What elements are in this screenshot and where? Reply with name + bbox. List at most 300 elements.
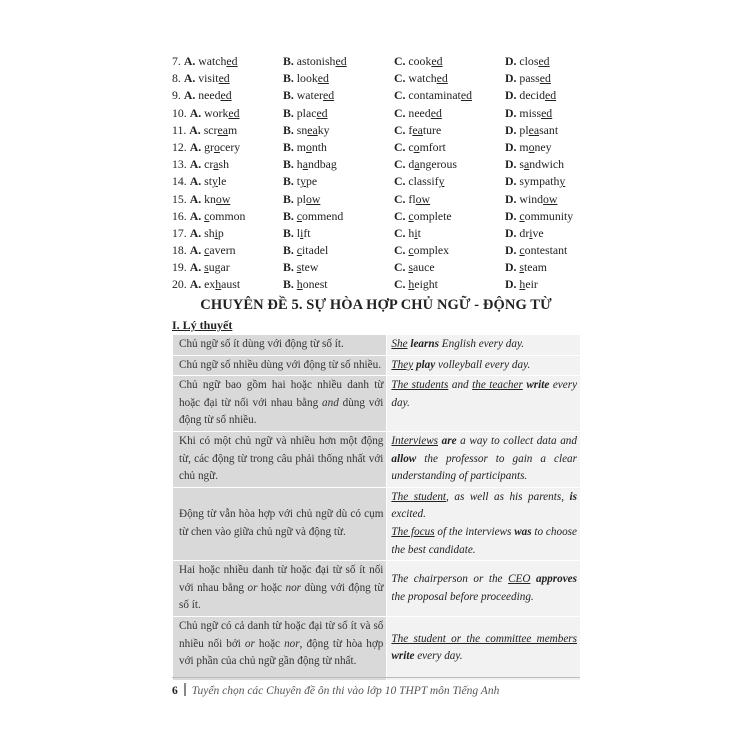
option-word-end: m	[227, 122, 238, 137]
text-run: are	[441, 434, 457, 447]
answer-option	[505, 259, 612, 276]
option-word-underlined: ow	[415, 191, 431, 206]
question-list	[172, 53, 612, 294]
option-word-start: s	[519, 157, 525, 172]
theory-row	[173, 355, 581, 376]
option-word-underlined: y	[300, 174, 306, 189]
option-letter: B.	[283, 191, 294, 206]
option-word-end: mfort	[419, 139, 446, 154]
example-cell	[387, 335, 581, 356]
question-number: 9.	[172, 88, 181, 103]
theory-row	[173, 487, 581, 560]
answer-option	[172, 53, 283, 70]
question-number: 20.	[172, 277, 187, 292]
answer-option	[283, 225, 394, 242]
option-word-start: d	[408, 157, 415, 172]
question-row	[172, 225, 612, 242]
option-word-underlined: ow	[215, 191, 231, 206]
option-word-end: team	[524, 260, 547, 275]
question-row	[172, 173, 612, 190]
option-word-underlined: ed	[317, 71, 329, 86]
footer-text: Tuyển chọn các Chuyên đề ôn thi vào lớp 10 THPT môn Tiếng Anh	[191, 685, 500, 697]
option-letter: D.	[505, 157, 517, 172]
answer-option	[394, 225, 505, 242]
option-letter: A.	[189, 277, 202, 292]
option-word-end: itadel	[302, 243, 329, 258]
option-letter: D.	[505, 191, 517, 206]
option-word-underlined: c	[296, 243, 303, 258]
option-word-start: need	[408, 105, 431, 120]
footer-divider	[172, 677, 580, 678]
text-run: nor	[284, 637, 300, 650]
text-run: The chairperson or the	[391, 572, 509, 585]
option-word-start: dr	[519, 225, 530, 240]
option-word-start: pass	[519, 71, 540, 86]
answer-option	[505, 156, 612, 173]
answer-option	[172, 208, 283, 225]
answer-option	[394, 87, 505, 104]
text-run: English every day.	[438, 338, 525, 350]
option-letter: B.	[283, 174, 294, 189]
option-word-start: sh	[204, 225, 215, 240]
option-letter: A.	[189, 139, 202, 154]
option-word-start: h	[408, 225, 415, 240]
text-run: to choose the best candidate.	[391, 525, 577, 556]
option-word-underlined: y	[559, 174, 566, 189]
text-run: learns	[410, 338, 439, 350]
option-letter: A.	[189, 191, 202, 206]
option-letter: C.	[394, 157, 406, 172]
option-word-underlined: y	[438, 174, 445, 189]
option-letter: B.	[283, 105, 294, 120]
answer-option	[505, 122, 612, 139]
option-word-underlined: s	[296, 260, 302, 275]
section-subtitle: I. Lý thuyết	[172, 318, 233, 332]
option-word-start: clos	[519, 54, 539, 68]
option-word-end: ture	[422, 122, 442, 137]
option-word-underlined: h	[296, 277, 303, 292]
option-word-start: need	[198, 88, 221, 103]
option-letter: D.	[505, 260, 517, 275]
answer-option	[394, 156, 505, 173]
option-word-start: decid	[519, 88, 545, 103]
answer-option	[172, 191, 283, 208]
option-word-underlined: ea	[217, 122, 228, 137]
text-run: The student or the committee members	[391, 632, 577, 645]
option-letter: C.	[394, 105, 406, 120]
option-word-underlined: ed	[430, 105, 442, 120]
answer-option	[283, 242, 394, 259]
option-letter: A.	[189, 105, 202, 120]
option-word-start: work	[204, 105, 229, 120]
answer-option	[505, 208, 612, 225]
option-word-underlined: ed	[539, 71, 551, 86]
answer-option	[394, 173, 505, 190]
option-word-start: gr	[204, 139, 214, 154]
section-title: CHUYÊN ĐỀ 5. SỰ HÒA HỢP CHỦ NGỮ - ĐỘNG TỪ	[200, 297, 552, 313]
text-run: Động từ vẫn hòa hợp với chủ ngữ dù có cụm từ chen vào giữa chủ ngữ và động từ.	[179, 508, 384, 538]
text-run: or	[247, 581, 258, 594]
answer-option	[283, 156, 394, 173]
option-word-underlined: c	[204, 243, 210, 258]
option-word-start: sn	[296, 122, 308, 137]
question-number: 7.	[172, 54, 181, 68]
option-word-start: scr	[203, 122, 218, 137]
option-letter: B.	[283, 225, 294, 240]
text-run: write	[391, 650, 415, 663]
option-word-start: plac	[296, 105, 317, 120]
text-run: hoặc	[257, 581, 286, 594]
option-word-end: ommend	[302, 208, 344, 223]
option-letter: C.	[394, 277, 406, 292]
answer-option	[505, 276, 612, 293]
text-run: Interviews	[391, 434, 439, 447]
option-word-end: ft	[303, 225, 311, 240]
page-number: 6	[172, 685, 178, 697]
example-cell	[387, 376, 581, 432]
option-word-end: ve	[532, 225, 544, 240]
option-word-start: classif	[408, 174, 439, 189]
option-letter: C.	[394, 88, 406, 103]
question-number: 19.	[172, 260, 187, 275]
option-letter: D.	[505, 105, 517, 120]
option-word-start: cook	[408, 54, 432, 68]
theory-table	[172, 334, 581, 681]
answer-option	[394, 276, 505, 293]
option-word-start: miss	[519, 105, 542, 120]
option-word-start: contaminat	[408, 88, 461, 103]
option-word-underlined: h	[215, 277, 222, 292]
answer-option	[172, 225, 283, 242]
option-word-end: omplex	[413, 243, 450, 258]
text-run: a way to collect data and	[456, 434, 577, 447]
option-letter: D.	[505, 243, 517, 258]
option-letter: A.	[183, 54, 196, 68]
example-cell	[387, 487, 581, 560]
text-run: the proposal before proceeding.	[391, 590, 534, 603]
option-word-underlined: ed	[431, 54, 443, 68]
option-letter: D.	[505, 71, 517, 86]
option-letter: C.	[394, 260, 406, 275]
text-run: is	[569, 490, 577, 503]
answer-option	[283, 105, 394, 122]
option-word-underlined: ea	[412, 122, 423, 137]
answer-option	[172, 139, 283, 156]
option-word-underlined: s	[204, 260, 209, 275]
option-word-underlined: ow	[305, 191, 321, 206]
question-number: 14.	[172, 174, 187, 189]
option-word-underlined: a	[524, 157, 530, 172]
text-run: and	[322, 396, 339, 409]
option-word-underlined: ed	[436, 71, 448, 86]
option-word-underlined: i	[414, 225, 418, 240]
option-word-underlined: y	[212, 174, 218, 189]
option-word-start: visit	[198, 71, 219, 86]
answer-option	[505, 70, 612, 87]
example-cell	[387, 616, 581, 680]
example-sentence	[391, 631, 577, 666]
answer-option	[394, 191, 505, 208]
question-row	[172, 156, 612, 173]
option-letter: C.	[394, 54, 406, 68]
text-run: dùng với động từ số nhiều.	[179, 396, 384, 427]
page-footer	[172, 683, 499, 697]
option-letter: C.	[394, 139, 406, 154]
option-word-start: cr	[204, 157, 214, 172]
text-run: Chủ ngữ số ít dùng với động từ số ít.	[179, 338, 344, 350]
text-run: CEO	[508, 572, 531, 585]
answer-option	[172, 259, 283, 276]
option-word-underlined: ed	[541, 105, 553, 120]
text-run: write	[526, 379, 550, 392]
question-row	[172, 105, 612, 122]
answer-option	[172, 87, 283, 104]
option-word-underlined: ed	[218, 71, 230, 86]
option-word-underlined: ea	[528, 122, 540, 137]
text-run: She	[391, 338, 408, 350]
option-letter: C.	[394, 225, 406, 240]
answer-option	[172, 122, 283, 139]
rule-cell	[173, 561, 387, 617]
option-word-end: ndwich	[529, 157, 564, 172]
option-letter: A.	[189, 122, 201, 137]
footer-separator	[184, 683, 186, 696]
answer-option	[283, 276, 394, 293]
option-word-start: water	[296, 88, 323, 103]
option-word-underlined: ed	[460, 88, 472, 103]
question-number: 15.	[172, 191, 187, 206]
option-word-underlined: ed	[544, 88, 557, 103]
question-number: 18.	[172, 243, 187, 258]
option-letter: D.	[505, 174, 517, 189]
text-run: The students	[391, 379, 449, 392]
text-run: excited.	[391, 508, 426, 521]
option-letter: C.	[394, 191, 406, 206]
question-number: 8.	[172, 71, 181, 86]
question-number: 16.	[172, 208, 187, 223]
text-run: or	[244, 637, 255, 650]
question-row	[172, 87, 612, 104]
text-run: play	[415, 358, 436, 371]
option-letter: B.	[283, 208, 294, 223]
option-word-underlined: h	[408, 277, 415, 292]
answer-option	[505, 105, 612, 122]
answer-option	[505, 225, 612, 242]
answer-option	[394, 259, 505, 276]
option-word-start: m	[296, 139, 306, 154]
theory-row	[173, 431, 581, 487]
answer-option	[505, 139, 612, 156]
option-word-start: m	[519, 139, 529, 154]
option-word-end: sh	[218, 157, 230, 172]
option-letter: A.	[183, 71, 196, 86]
option-letter: C.	[394, 71, 406, 86]
answer-option	[283, 53, 394, 70]
option-letter: A.	[189, 174, 202, 189]
text-run: Chủ ngữ số nhiều dùng với động từ số nhiều.	[179, 358, 382, 371]
answer-option	[394, 139, 505, 156]
text-run: every day.	[414, 650, 463, 663]
option-word-end: p	[217, 225, 224, 240]
option-word-underlined: ow	[543, 191, 558, 206]
option-letter: D.	[505, 88, 517, 103]
option-letter: C.	[394, 122, 406, 137]
option-word-underlined: i	[300, 225, 304, 240]
answer-option	[283, 191, 394, 208]
option-word-underlined: c	[296, 208, 303, 223]
option-word-start: h	[296, 157, 303, 172]
text-run: Khi có một chủ ngữ và nhiều hơn một động từ, các động từ trong câu phải thống nhất với chủ ngữ.	[179, 434, 384, 483]
option-word-underlined: ea	[307, 122, 318, 137]
option-letter: B.	[283, 277, 294, 292]
option-letter: C.	[394, 243, 406, 258]
rule-cell	[173, 431, 387, 487]
option-letter: A.	[189, 260, 202, 275]
option-word-underlined: c	[519, 243, 525, 258]
option-word-underlined: ed	[220, 88, 232, 103]
answer-option	[283, 259, 394, 276]
option-word-underlined: ed	[335, 54, 347, 68]
answer-option	[172, 242, 283, 259]
answer-option	[394, 105, 505, 122]
option-letter: B.	[283, 54, 294, 68]
example-sentence	[391, 433, 577, 486]
example-sentence	[391, 357, 577, 375]
option-word-end: ugar	[208, 260, 230, 275]
text-run: allow	[391, 452, 417, 465]
question-number: 17.	[172, 225, 187, 240]
answer-option	[394, 208, 505, 225]
question-row	[172, 139, 612, 156]
question-row	[172, 242, 612, 259]
option-word-underlined: o	[305, 139, 312, 154]
rule-cell	[173, 487, 387, 560]
option-letter: C.	[394, 208, 406, 223]
option-letter: A.	[189, 243, 202, 258]
option-word-start: f	[408, 122, 413, 137]
question-row	[172, 53, 612, 70]
option-word-underlined: c	[204, 208, 210, 223]
question-number: 10.	[172, 105, 187, 120]
option-word-start: sympath	[519, 174, 560, 189]
text-run: Hai hoặc nhiều danh từ hoặc đại từ số ít nối với nhau bằng	[179, 564, 384, 594]
option-letter: D.	[505, 225, 517, 240]
option-word-start: pl	[519, 122, 529, 137]
example-sentence	[391, 571, 577, 606]
option-word-underlined: h	[519, 277, 526, 292]
option-letter: A.	[189, 225, 202, 240]
answer-option	[172, 276, 283, 293]
example-cell	[387, 561, 581, 617]
text-run: the teacher	[472, 379, 523, 392]
option-word-underlined: a	[302, 157, 308, 172]
option-letter: A.	[189, 208, 202, 223]
answer-option	[394, 70, 505, 87]
option-word-start: astonish	[296, 54, 336, 68]
option-word-start: l	[296, 225, 301, 240]
answer-option	[283, 70, 394, 87]
option-word-end: aust	[221, 277, 241, 292]
option-word-end: le	[217, 174, 227, 189]
theory-row	[173, 376, 581, 432]
option-word-underlined: i	[529, 225, 533, 240]
question-number: 13.	[172, 157, 187, 172]
text-run: was	[514, 525, 532, 538]
theory-row	[173, 561, 581, 617]
answer-option	[394, 242, 505, 259]
option-word-underlined: c	[408, 208, 414, 223]
option-word-end: eight	[414, 277, 438, 292]
option-letter: C.	[394, 174, 406, 189]
example-sentence	[391, 377, 577, 412]
option-letter: D.	[505, 54, 517, 68]
option-word-start: look	[296, 71, 318, 86]
option-word-start: st	[204, 174, 212, 189]
text-run: of the interviews	[434, 525, 515, 538]
answer-option	[283, 208, 394, 225]
option-word-end: cery	[219, 139, 241, 154]
answer-option	[505, 242, 612, 259]
theory-row	[173, 616, 581, 680]
option-word-underlined: ed	[538, 54, 550, 68]
option-letter: D.	[505, 139, 517, 154]
option-letter: B.	[283, 139, 294, 154]
option-letter: D.	[505, 208, 517, 223]
option-letter: D.	[505, 277, 517, 292]
text-run: , động từ hòa hợp với phần của chủ ngữ gần động từ nhất.	[179, 637, 384, 668]
question-number: 12.	[172, 139, 187, 154]
option-letter: A.	[189, 157, 202, 172]
option-word-underlined: o	[528, 139, 535, 154]
example-sentence	[391, 489, 577, 524]
option-word-end: sant	[539, 122, 559, 137]
example-sentence	[391, 336, 577, 354]
option-word-start: watch	[198, 54, 227, 68]
option-word-start: t	[296, 174, 301, 189]
answer-option	[283, 139, 394, 156]
option-word-underlined: a	[414, 157, 420, 172]
text-run: , as well as his parents,	[446, 490, 570, 503]
option-word-underlined: a	[213, 157, 219, 172]
option-letter: B.	[283, 157, 294, 172]
answer-option	[172, 105, 283, 122]
option-word-end: ney	[534, 139, 552, 154]
question-row	[172, 191, 612, 208]
option-letter: B.	[283, 88, 294, 103]
question-row	[172, 208, 612, 225]
answer-option	[172, 70, 283, 87]
option-word-start: wind	[519, 191, 544, 206]
theory-row	[173, 335, 581, 356]
option-word-underlined: ed	[316, 105, 328, 120]
text-run: and	[448, 379, 473, 392]
option-word-end: omplete	[413, 208, 452, 223]
option-word-end: nth	[311, 139, 327, 154]
option-word-end: eir	[525, 277, 538, 292]
text-run: hoặc	[254, 637, 285, 650]
question-number: 11.	[172, 122, 187, 137]
text-run: nor	[285, 581, 302, 594]
text-run: The student	[391, 490, 447, 503]
text-run: every day.	[391, 379, 578, 409]
answer-option	[172, 156, 283, 173]
option-word-start: pl	[296, 191, 306, 206]
question-row	[172, 122, 612, 139]
option-word-end: avern	[209, 243, 236, 258]
question-row	[172, 70, 612, 87]
option-word-start: kn	[204, 191, 216, 206]
rule-cell	[173, 376, 387, 432]
